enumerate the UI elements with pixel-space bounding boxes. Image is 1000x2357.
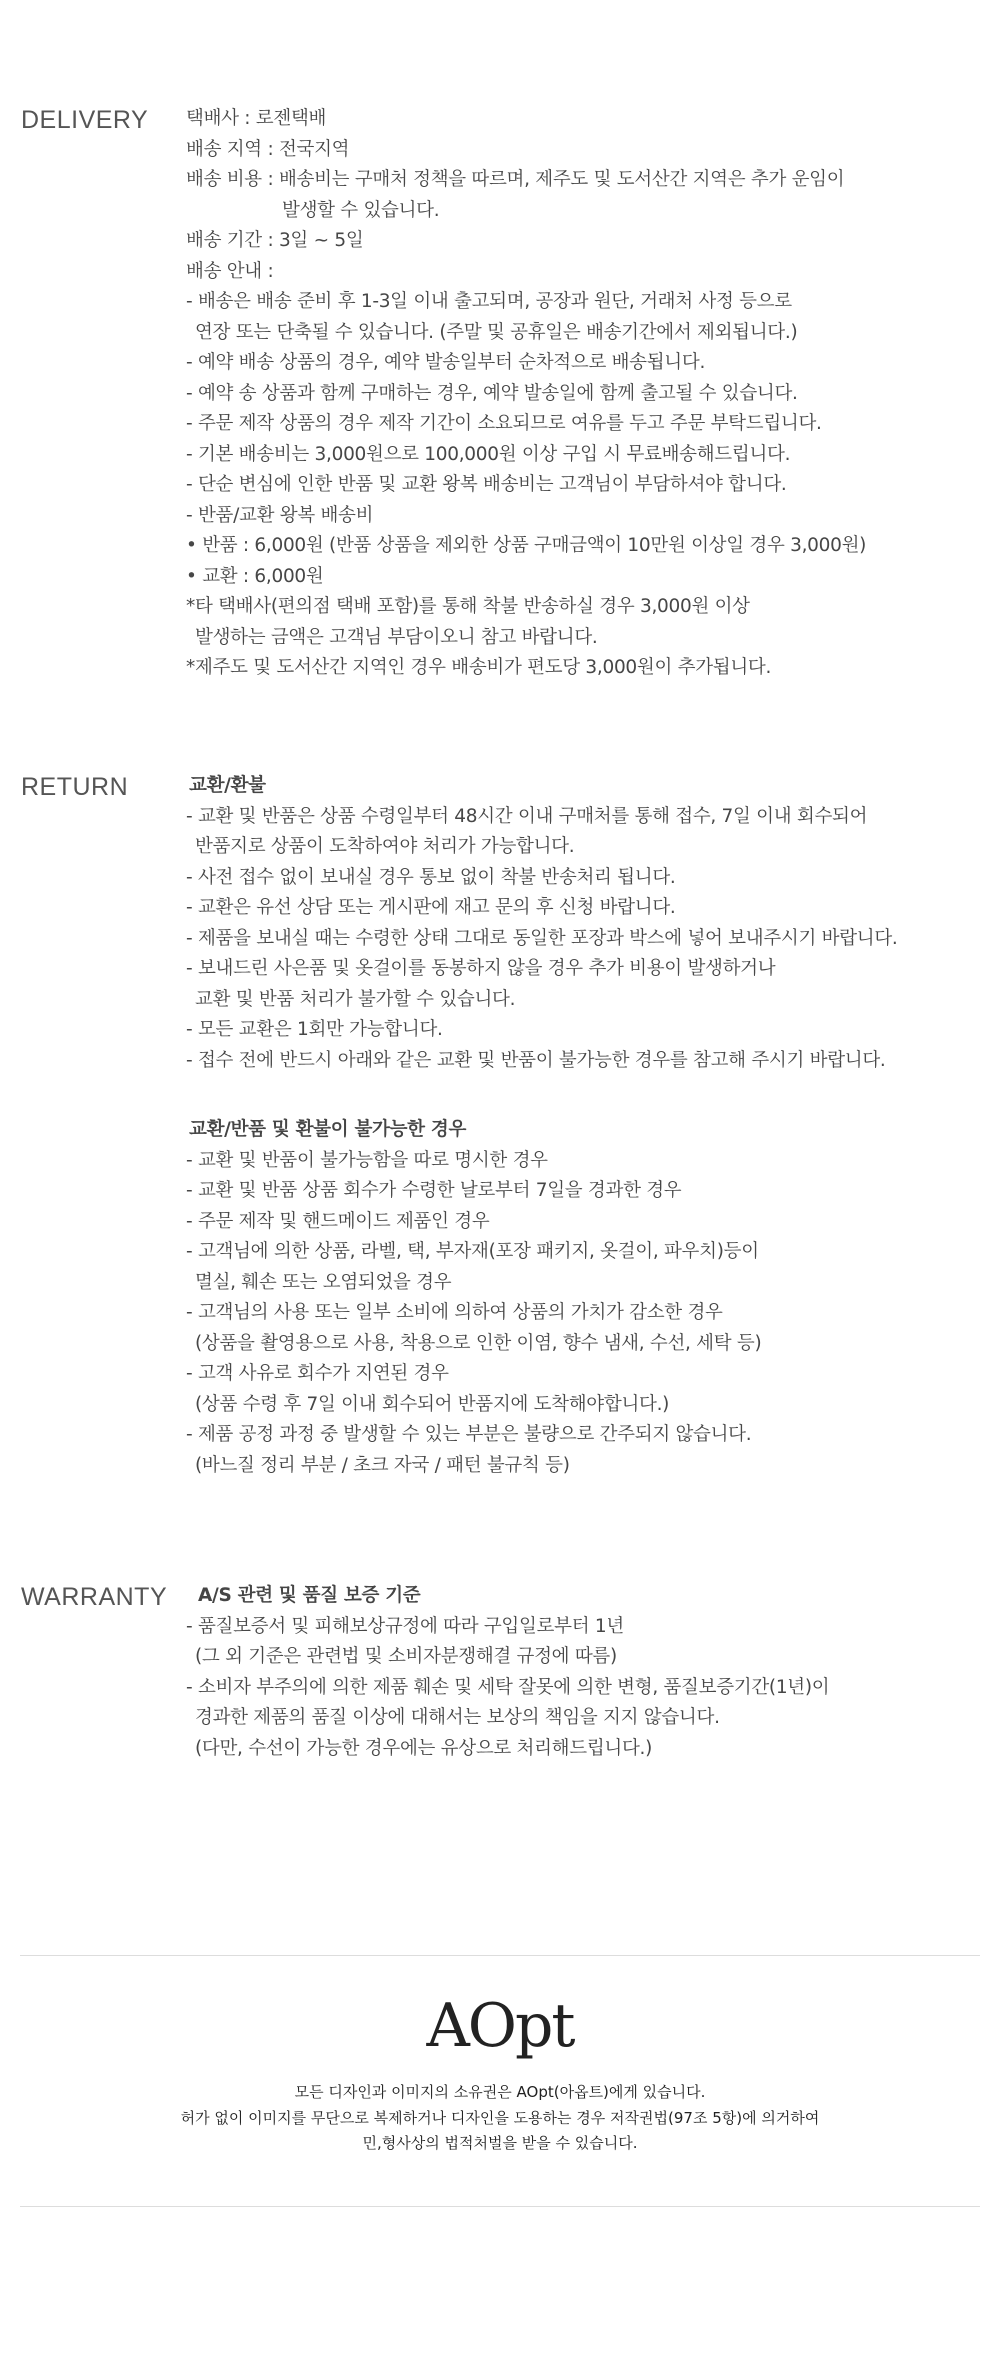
warranty-line: - 품질보증서 및 피해보상규정에 따라 구입일로부터 1년 — [186, 1615, 624, 1637]
warranty-heading: A/S 관련 및 품질 보증 기준 — [198, 1585, 421, 1606]
delivery-line: *타 택배사(편의점 택배 포함)를 통해 착불 반송하실 경우 3,000원 이상 — [186, 596, 750, 617]
delivery-line: - 단순 변심에 인한 반품 및 교환 왕복 배송비는 고객님이 부담하셔야 합니다. — [186, 474, 787, 495]
return-unavailable-line: (바느질 정리 부분 / 초크 자국 / 패턴 불규칙 등) — [195, 1454, 570, 1476]
footer-bottom-divider — [20, 2206, 980, 2207]
delivery-line: - 기본 배송비는 3,000원으로 100,000원 이상 구입 시 무료배송해드립니다. — [186, 443, 791, 465]
return-line: - 교환 및 반품은 상품 수령일부터 48시간 이내 구매처를 통해 접수, 7일 이내 회수되어 — [186, 805, 868, 827]
return-unavailable-line: - 제품 공정 과정 중 발생할 수 있는 부분은 불량으로 간주되지 않습니다. — [186, 1424, 752, 1445]
delivery-title: DELIVERY — [21, 106, 149, 134]
return-unavailable-heading: 교환/반품 및 환불이 불가능한 경우 — [189, 1119, 467, 1140]
return-line: - 보내드린 사은품 및 옷걸이를 동봉하지 않을 경우 추가 비용이 발생하거나 — [186, 958, 776, 979]
return-unavailable-line: - 고객님에 의한 상품, 라벨, 택, 부자재(포장 패키지, 옷걸이, 파우치)등이 — [186, 1241, 759, 1262]
warranty-line: (다만, 수선이 가능한 경우에는 유상으로 처리해드립니다.) — [195, 1737, 653, 1759]
delivery-line: 연장 또는 단축될 수 있습니다. (주말 및 공휴일은 배송기간에서 제외됩니다.) — [195, 321, 798, 343]
return-unavailable-line: (상품 수령 후 7일 이내 회수되어 반품지에 도착해야합니다.) — [195, 1393, 670, 1415]
delivery-line: - 예약 송 상품과 함께 구매하는 경우, 예약 발송일에 함께 출고될 수 있습니다. — [186, 382, 798, 404]
return-line: - 제품을 보내실 때는 수령한 상태 그대로 동일한 포장과 박스에 넣어 보내주시기 바랍니다. — [186, 927, 898, 949]
footer-top-divider — [20, 1955, 980, 1956]
copyright-line: 모든 디자인과 이미지의 소유권은 AOpt(아옵트)에게 있습니다. — [294, 2083, 706, 2101]
delivery-line: - 주문 제작 상품의 경우 제작 기간이 소요되므로 여유를 두고 주문 부탁드립니다. — [186, 413, 822, 434]
warranty-line: (그 외 기준은 관련법 및 소비자분쟁해결 규정에 따름) — [195, 1646, 617, 1667]
return-line: - 교환은 유선 상담 또는 게시판에 재고 문의 후 신청 바랍니다. — [186, 897, 676, 918]
delivery-lines — [186, 104, 866, 684]
return-line: - 접수 전에 반드시 아래와 같은 교환 및 반품이 불가능한 경우를 참고해 주시기 바랍니다. — [186, 1049, 886, 1071]
delivery-line: 배송 안내 : — [186, 260, 274, 282]
return-line: 반품지로 상품이 도착하여야 처리가 가능합니다. — [195, 836, 575, 857]
warranty-line: 경과한 제품의 품질 이상에 대해서는 보상의 책임을 지지 않습니다. — [195, 1707, 720, 1728]
return-unavailable-lines — [186, 1115, 761, 1481]
delivery-line: 배송 기간 : 3일 ~ 5일 — [186, 230, 364, 251]
return-unavailable-line: - 교환 및 반품이 불가능함을 따로 명시한 경우 — [186, 1149, 548, 1171]
return-line: 교환 및 반품 처리가 불가할 수 있습니다. — [195, 988, 516, 1010]
delivery-line: *제주도 및 도서산간 지역인 경우 배송비가 편도당 3,000원이 추가됩니다. — [186, 657, 772, 678]
return-unavailable-line: (상품을 촬영용으로 사용, 착용으로 인한 이염, 향수 냄새, 수선, 세탁 등) — [195, 1332, 762, 1354]
delivery-line: - 예약 배송 상품의 경우, 예약 발송일부터 순차적으로 배송됩니다. — [186, 352, 706, 373]
delivery-line: 배송 지역 : 전국지역 — [186, 138, 350, 160]
return-unavailable-line: 멸실, 훼손 또는 오염되었을 경우 — [195, 1271, 452, 1293]
delivery-line: 택배사 : 로젠택배 — [186, 108, 327, 129]
return-title: RETURN — [21, 773, 129, 801]
return-line: - 모든 교환은 1회만 가능합니다. — [186, 1019, 443, 1040]
return-unavailable-line: - 교환 및 반품 상품 회수가 수령한 날로부터 7일을 경과한 경우 — [186, 1180, 682, 1201]
delivery-line: • 교환 : 6,000원 — [186, 565, 324, 587]
copyright-line: 민,형사상의 법적처벌을 받을 수 있습니다. — [362, 2134, 638, 2152]
delivery-line: • 반품 : 6,000원 (반품 상품을 제외한 상품 구매금액이 10만원 이상일 경우 3,000원) — [186, 535, 867, 556]
delivery-line: - 배송은 배송 준비 후 1-3일 이내 출고되며, 공장과 원단, 거래처 사정 등으로 — [186, 291, 792, 312]
return-line: - 사전 접수 없이 보내실 경우 통보 없이 착불 반송처리 됩니다. — [186, 866, 676, 888]
delivery-line: - 반품/교환 왕복 배송비 — [186, 504, 374, 526]
brand-logo: AOpt — [426, 1991, 574, 2061]
delivery-line: 발생할 수 있습니다. — [282, 199, 440, 221]
warranty-line: - 소비자 부주의에 의한 제품 훼손 및 세탁 잘못에 의한 변형, 품질보증기간(1년)이 — [186, 1676, 830, 1698]
delivery-line: 배송 비용 : 배송비는 구매처 정책을 따르며, 제주도 및 도서산간 지역은 추가 운임이 — [186, 169, 845, 190]
copyright-line: 허가 없이 이미지를 무단으로 복제하거나 디자인을 도용하는 경우 저작권법(97조 5항)에 의거하여 — [180, 2108, 820, 2127]
delivery-line: 발생하는 금액은 고객님 부담이오니 참고 바랍니다. — [195, 626, 598, 648]
warranty-lines — [186, 1581, 829, 1764]
return-unavailable-line: - 고객님의 사용 또는 일부 소비에 의하여 상품의 가치가 감소한 경우 — [186, 1302, 723, 1323]
warranty-title: WARRANTY — [21, 1583, 168, 1611]
return-lines — [186, 771, 897, 1076]
return-heading: 교환/환불 — [189, 775, 266, 796]
return-unavailable-line: - 고객 사유로 회수가 지연된 경우 — [186, 1363, 449, 1384]
return-unavailable-line: - 주문 제작 및 핸드메이드 제품인 경우 — [186, 1210, 490, 1232]
copyright-notice — [0, 2080, 1000, 2157]
